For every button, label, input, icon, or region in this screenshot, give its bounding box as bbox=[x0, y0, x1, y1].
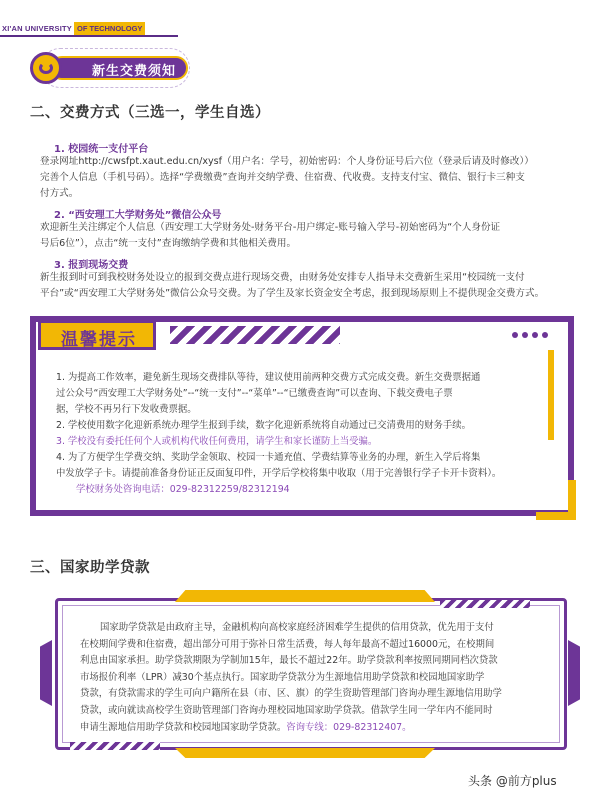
text-line: 市场报价利率（LPR）减30个基点执行。国家助学贷款分为生源地信用助学贷款和校园地国家助学 bbox=[80, 671, 485, 683]
text-line bbox=[80, 720, 550, 737]
finance-office-phone: 学校财务处咨询电话：029-82312259/82312194 bbox=[76, 484, 290, 495]
text-line: 欢迎新生关注绑定个人信息（西安理工大学财务处-财务平台-用户绑定-账号输入学号-初始密码为“个人身份证 bbox=[40, 222, 501, 233]
text-line: 新生报到时可到我校财务处设立的报到交费点进行现场交费，由财务处安排专人指导未交费新生采用“校园统一支付 bbox=[40, 272, 525, 283]
text-line: 付方式。 bbox=[40, 188, 79, 199]
loan-text bbox=[80, 620, 550, 736]
text-line: 登录网址http://cwsfpt.xaut.edu.cn/xysf（用户名：学号，初始密码：个人身份证号后六位（登录后请及时修改）） bbox=[40, 156, 534, 167]
page-title: 新生交费须知 bbox=[92, 64, 177, 79]
loan-left-accent bbox=[40, 640, 52, 706]
notice-item-1 bbox=[56, 370, 546, 418]
title-pill bbox=[50, 56, 188, 80]
payment-method-1-text bbox=[40, 154, 560, 202]
check-icon bbox=[30, 52, 62, 84]
payment-method-3-heading: 3. 报到现场交费 bbox=[54, 260, 129, 271]
payment-method-3-text bbox=[40, 270, 560, 302]
header-divider bbox=[0, 35, 178, 37]
loan-bottom-accent bbox=[175, 748, 435, 758]
text-line: 过公众号“西安理工大学财务处”--“统一支付”--“菜单”--“已缴费查询”可以查询、下载交费电子票 bbox=[56, 388, 453, 399]
notice-dots-decoration bbox=[512, 332, 548, 338]
loan-stripes-decoration bbox=[440, 600, 530, 608]
notice-side-accent bbox=[548, 350, 554, 440]
payment-method-2-heading: 2. “西安理工大学财务处”微信公众号 bbox=[54, 210, 222, 221]
text-line: 国家助学贷款是由政府主导，金融机构向高校家庭经济困难学生提供的信用贷款，优先用于支付 bbox=[100, 622, 494, 633]
text-line: 完善个人信息（手机号码）。选择“学费缴费”查询并交纳学费、住宿费、代收费。支持支付宝、微信、银行卡三种支 bbox=[40, 172, 525, 183]
university-banner bbox=[0, 22, 178, 35]
notice-title: 温馨提示 bbox=[61, 330, 137, 350]
notice-item-3: 3. 学校没有委托任何个人或机构代收任何费用，请学生和家长谨防上当受骗。 bbox=[56, 436, 378, 447]
loan-top-accent bbox=[175, 590, 435, 602]
loan-right-accent bbox=[568, 640, 580, 706]
text-line: 利息由国家承担。助学贷款期限为学制加15年，最长不超过22年。助学贷款利率按照同期同档次贷款 bbox=[80, 655, 498, 667]
watermark: 头条 @前方plus bbox=[468, 774, 557, 788]
text-line-final: 申请生源地信用助学贷款和校园地国家助学贷款。 bbox=[80, 721, 287, 733]
loan-stripes-decoration-bottom bbox=[70, 742, 160, 750]
text-line: 4. 为了方便学生学费交纳、奖助学金领取、校园一卡通充值、学费结算等业务的办理，新生入学后将集 bbox=[56, 452, 481, 463]
notice-title-tab bbox=[38, 320, 156, 350]
section-title-loan: 三、国家助学贷款 bbox=[30, 560, 150, 576]
text-line: 1. 为提高工作效率，避免新生现场交费排队等待，建议使用前两种交费方式完成交费。新生交费票据通 bbox=[56, 372, 481, 383]
text-line: 号后6位”），点击“统一支付”查询缴纳学费和其他相关费用。 bbox=[40, 238, 297, 249]
section-title-payment: 二、交费方式（三选一，学生自选） bbox=[30, 105, 270, 121]
loan-hotline: 咨询专线：029-82312407。 bbox=[286, 721, 412, 733]
payment-method-2-text bbox=[40, 220, 560, 252]
payment-method-1-heading: 1. 校园统一支付平台 bbox=[54, 144, 149, 155]
text-line: 贷款，或向就读高校学生资助管理部门咨询办理校园地国家助学贷款。借款学生同一学年内不能同时 bbox=[80, 704, 493, 716]
text-line: 平台”或“西安理工大学财务处”微信公众号交费。为了学生及家长资金安全考虑，报到现场原则上不提供现金交费方式。 bbox=[40, 288, 545, 299]
university-name-part1: XI'AN UNIVERSITY bbox=[2, 24, 72, 33]
university-name-part2: OF TECHNOLOGY bbox=[74, 22, 145, 35]
text-line: 中发放学子卡。请提前准备身份证正反面复印件，开学后学校将集中收取（用于完善银行学子卡开卡资料）。 bbox=[56, 468, 502, 479]
text-line: 贷款，有贷款需求的学生可向户籍所在县（市、区、旗）的学生资助管理部门咨询办理生源地信用助学 bbox=[80, 688, 502, 700]
notice-item-2: 2. 学校使用数字化迎新系统办理学生报到手续，数字化迎新系统将自动通过已交清费用的财务手续。 bbox=[56, 420, 472, 431]
title-badge bbox=[30, 52, 190, 84]
text-line: 在校期间学费和住宿费，超出部分可用于弥补日常生活费，每人每年最高不超过16000元，在校期间 bbox=[80, 638, 495, 650]
notice-item-4 bbox=[56, 450, 546, 482]
notice-stripes-decoration bbox=[170, 326, 340, 344]
text-line: 据，学校不再另行下发收费票据。 bbox=[56, 404, 197, 415]
